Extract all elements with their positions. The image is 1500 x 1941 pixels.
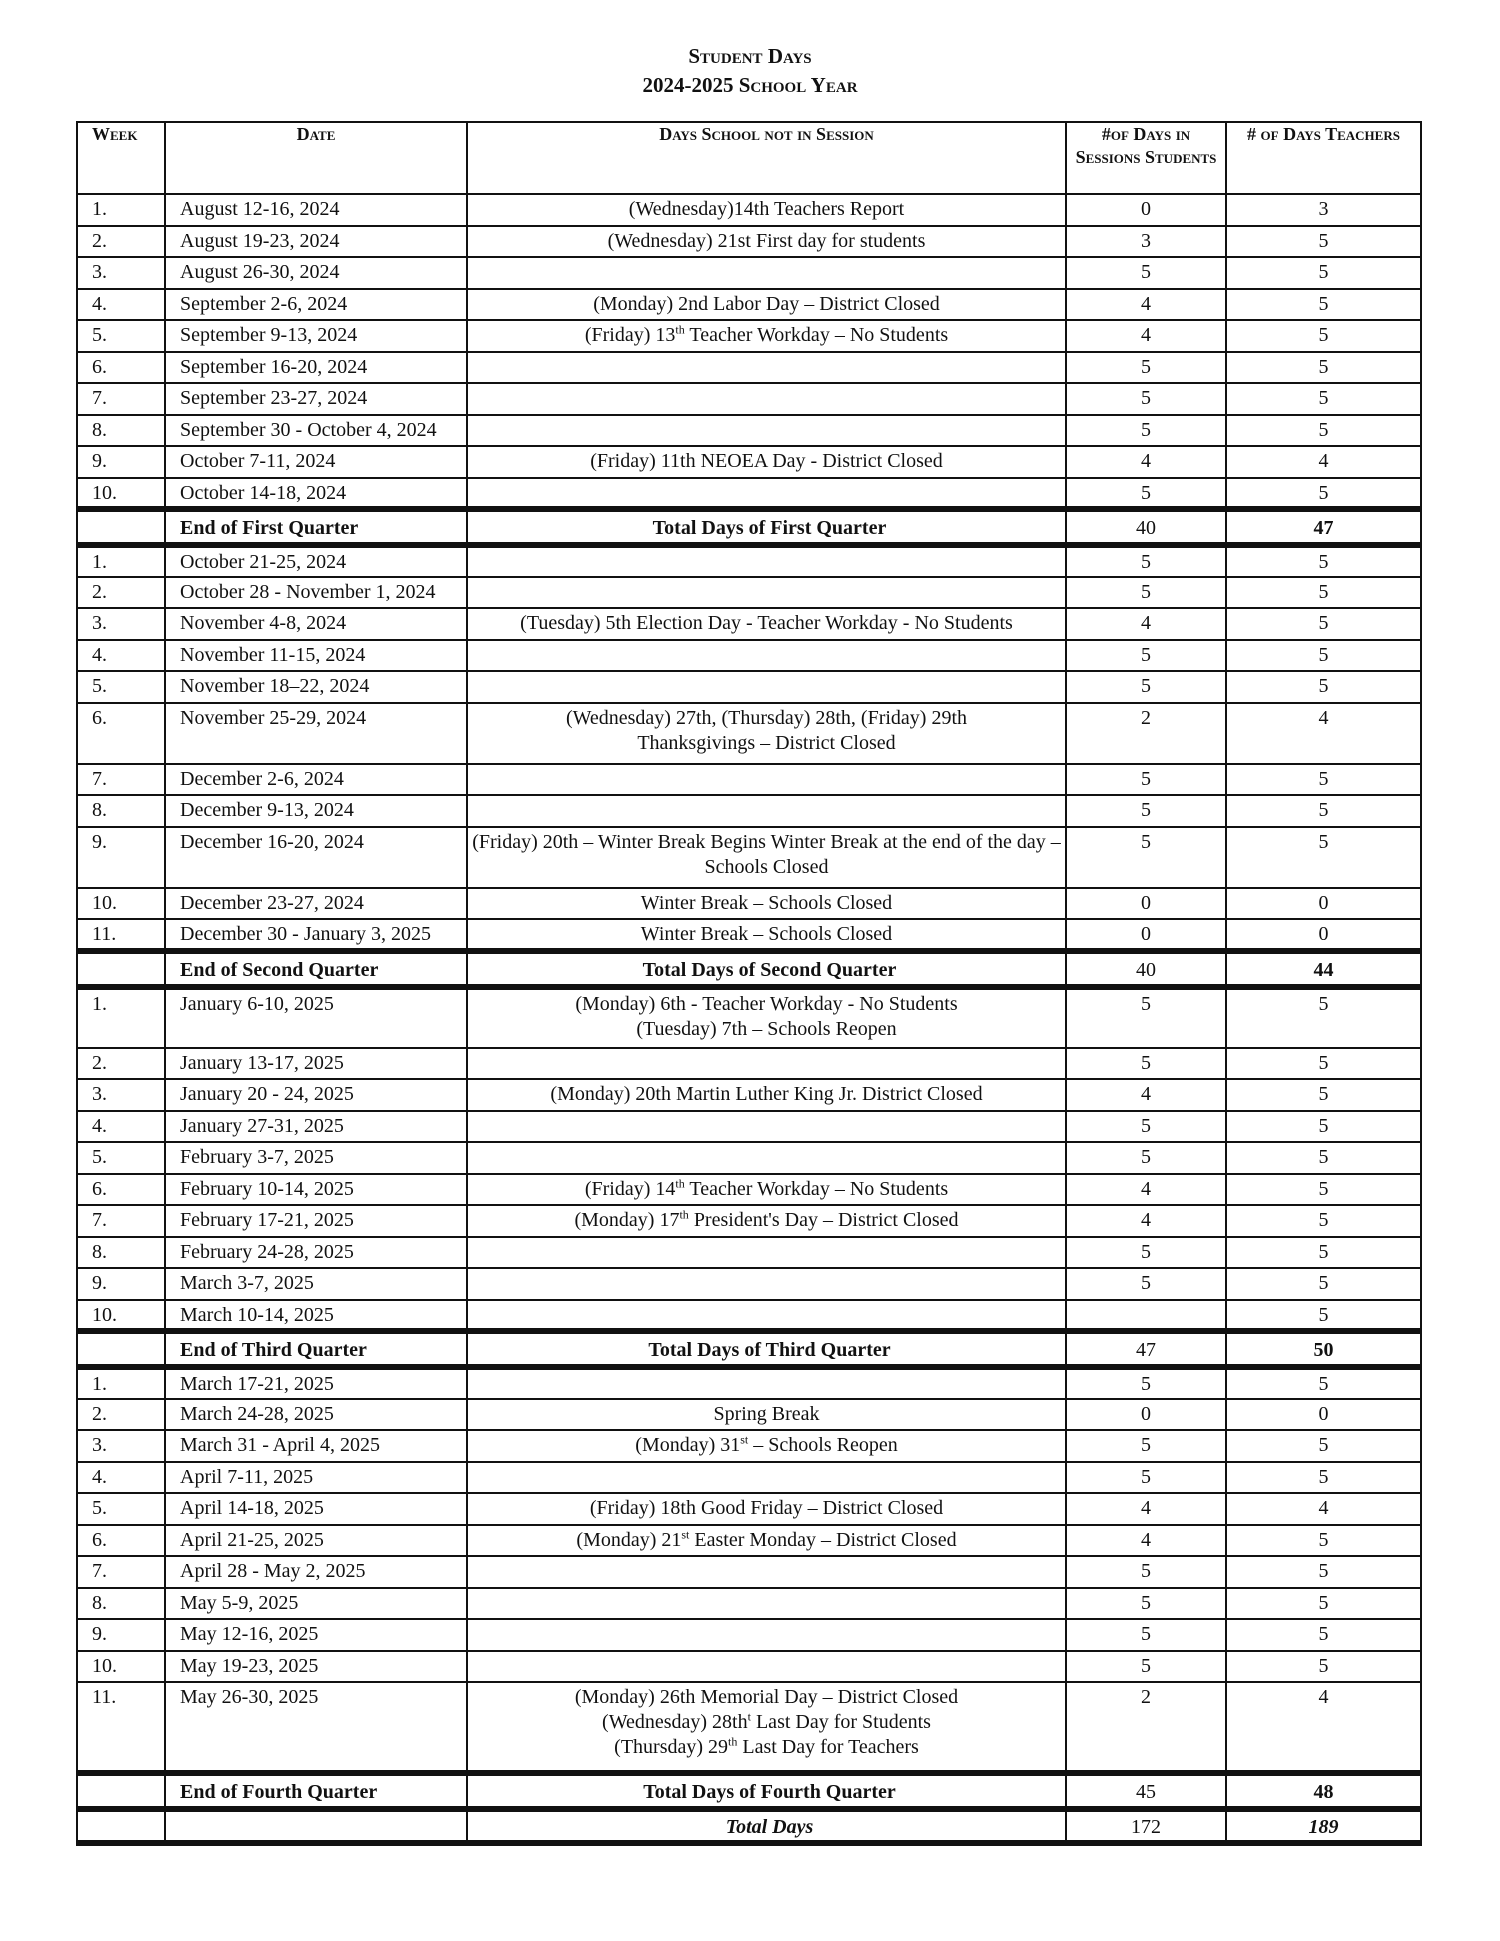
student-days-cell: 5 — [1066, 795, 1226, 827]
table-row — [77, 1174, 1421, 1206]
header-student-days: #of Days in Sessions Students — [1066, 122, 1226, 194]
date-cell: March 24-28, 2025 — [165, 1399, 467, 1431]
student-days-cell: 5 — [1066, 827, 1226, 888]
teacher-days-cell: 5 — [1226, 1462, 1421, 1494]
week-cell: 5. — [77, 1142, 165, 1174]
quarter-total-label: Total Days of Second Quarter — [467, 951, 1066, 987]
quarter-summary-row — [77, 1331, 1421, 1367]
week-cell: 2. — [77, 226, 165, 258]
week-cell: 2. — [77, 1399, 165, 1431]
student-days-cell: 5 — [1066, 1619, 1226, 1651]
date-cell: February 24-28, 2025 — [165, 1237, 467, 1269]
week-cell: 6. — [77, 1174, 165, 1206]
table-row — [77, 226, 1421, 258]
description-cell — [467, 1556, 1066, 1588]
teacher-days-cell: 0 — [1226, 919, 1421, 951]
date-cell: October 28 - November 1, 2024 — [165, 577, 467, 609]
description-cell — [467, 1142, 1066, 1174]
week-cell: 10. — [77, 1300, 165, 1332]
student-days-cell: 5 — [1066, 352, 1226, 384]
date-cell: April 21-25, 2025 — [165, 1525, 467, 1557]
summary-week-cell — [77, 1773, 165, 1809]
date-cell: August 12-16, 2024 — [165, 194, 467, 226]
week-cell: 1. — [77, 1367, 165, 1399]
student-days-cell: 4 — [1066, 1205, 1226, 1237]
week-cell: 9. — [77, 446, 165, 478]
week-cell: 4. — [77, 640, 165, 672]
table-row — [77, 194, 1421, 226]
week-cell: 6. — [77, 703, 165, 764]
week-cell: 5. — [77, 671, 165, 703]
description-cell — [467, 1237, 1066, 1269]
week-cell: 1. — [77, 194, 165, 226]
date-cell: December 9-13, 2024 — [165, 795, 467, 827]
quarter-student-total: 40 — [1066, 509, 1226, 545]
date-cell: May 19-23, 2025 — [165, 1651, 467, 1683]
week-cell: 3. — [77, 608, 165, 640]
student-days-cell: 4 — [1066, 446, 1226, 478]
header-days-not-in-session: Days School not in Session — [467, 122, 1066, 194]
week-cell: 1. — [77, 545, 165, 577]
teacher-days-cell: 5 — [1226, 1619, 1421, 1651]
summary-week-cell — [77, 951, 165, 987]
description-cell: Winter Break – Schools Closed — [467, 919, 1066, 951]
week-cell: 8. — [77, 1588, 165, 1620]
week-cell: 9. — [77, 1619, 165, 1651]
table-row — [77, 795, 1421, 827]
date-cell: November 25-29, 2024 — [165, 703, 467, 764]
table-row — [77, 1237, 1421, 1269]
date-cell: January 6-10, 2025 — [165, 987, 467, 1048]
table-body — [77, 194, 1421, 1843]
student-days-cell: 4 — [1066, 1493, 1226, 1525]
week-cell: 7. — [77, 764, 165, 796]
summary-week-cell — [77, 1331, 165, 1367]
table-row — [77, 1367, 1421, 1399]
table-row — [77, 640, 1421, 672]
header-week: Week — [77, 122, 165, 194]
student-days-cell: 5 — [1066, 764, 1226, 796]
description-cell: (Monday) 21st Easter Monday – District Closed — [467, 1525, 1066, 1557]
teacher-days-cell: 0 — [1226, 1399, 1421, 1431]
date-cell: May 26-30, 2025 — [165, 1682, 467, 1773]
teacher-days-cell: 5 — [1226, 671, 1421, 703]
teacher-days-cell: 5 — [1226, 1300, 1421, 1332]
week-cell: 6. — [77, 352, 165, 384]
teacher-days-cell: 5 — [1226, 1048, 1421, 1080]
description-cell: (Wednesday)14th Teachers Report — [467, 194, 1066, 226]
table-row — [77, 1142, 1421, 1174]
week-cell: 11. — [77, 919, 165, 951]
description-cell — [467, 1048, 1066, 1080]
table-row — [77, 320, 1421, 352]
teacher-days-cell: 5 — [1226, 226, 1421, 258]
header-row — [77, 122, 1421, 194]
table-row — [77, 1205, 1421, 1237]
table-row — [77, 888, 1421, 920]
date-cell: February 3-7, 2025 — [165, 1142, 467, 1174]
table-row — [77, 671, 1421, 703]
description-cell: (Monday) 6th - Teacher Workday - No Students (Tuesday) 7th – Schools Reopen — [467, 987, 1066, 1048]
student-days-cell: 5 — [1066, 1268, 1226, 1300]
date-cell: October 21-25, 2024 — [165, 545, 467, 577]
date-cell: December 30 - January 3, 2025 — [165, 919, 467, 951]
title-line-2: 2024-2025 School Year — [642, 73, 858, 97]
document-title — [0, 42, 1500, 100]
teacher-days-cell: 0 — [1226, 888, 1421, 920]
student-days-cell: 0 — [1066, 888, 1226, 920]
table-row — [77, 1111, 1421, 1143]
description-cell: Winter Break – Schools Closed — [467, 888, 1066, 920]
table-row — [77, 1079, 1421, 1111]
teacher-days-cell: 4 — [1226, 446, 1421, 478]
quarter-teacher-total: 48 — [1226, 1773, 1421, 1809]
quarter-student-total: 40 — [1066, 951, 1226, 987]
week-cell: 1. — [77, 987, 165, 1048]
description-cell — [467, 478, 1066, 510]
description-cell — [467, 352, 1066, 384]
student-days-cell: 4 — [1066, 289, 1226, 321]
date-cell: April 28 - May 2, 2025 — [165, 1556, 467, 1588]
teacher-days-cell: 5 — [1226, 1142, 1421, 1174]
quarter-student-total: 45 — [1066, 1773, 1226, 1809]
table-row — [77, 1048, 1421, 1080]
teacher-days-cell: 5 — [1226, 545, 1421, 577]
week-cell: 3. — [77, 257, 165, 289]
description-cell: (Wednesday) 21st First day for students — [467, 226, 1066, 258]
student-days-cell: 5 — [1066, 1588, 1226, 1620]
description-cell: Spring Break — [467, 1399, 1066, 1431]
teacher-days-cell: 5 — [1226, 352, 1421, 384]
student-days-cell: 5 — [1066, 671, 1226, 703]
student-days-cell: 4 — [1066, 1079, 1226, 1111]
student-days-cell: 0 — [1066, 919, 1226, 951]
teacher-days-cell: 5 — [1226, 608, 1421, 640]
teacher-days-cell: 5 — [1226, 987, 1421, 1048]
student-days-cell: 5 — [1066, 640, 1226, 672]
student-days-cell: 5 — [1066, 383, 1226, 415]
week-cell: 5. — [77, 1493, 165, 1525]
date-cell: August 19-23, 2024 — [165, 226, 467, 258]
quarter-summary-row — [77, 509, 1421, 545]
student-days-cell: 5 — [1066, 1462, 1226, 1494]
week-cell: 4. — [77, 289, 165, 321]
table-row — [77, 703, 1421, 764]
description-cell — [467, 257, 1066, 289]
student-days-cell: 5 — [1066, 1367, 1226, 1399]
date-cell: September 9-13, 2024 — [165, 320, 467, 352]
teacher-days-cell: 5 — [1226, 383, 1421, 415]
description-cell — [467, 1588, 1066, 1620]
student-days-cell: 5 — [1066, 545, 1226, 577]
table-row — [77, 1462, 1421, 1494]
table-row — [77, 1300, 1421, 1332]
week-cell: 11. — [77, 1682, 165, 1773]
student-days-cell: 5 — [1066, 1111, 1226, 1143]
description-cell — [467, 764, 1066, 796]
summary-week-cell — [77, 509, 165, 545]
table-row — [77, 577, 1421, 609]
week-cell: 8. — [77, 1237, 165, 1269]
table-row — [77, 289, 1421, 321]
table-row — [77, 415, 1421, 447]
teacher-days-cell: 5 — [1226, 1588, 1421, 1620]
description-cell: (Friday) 18th Good Friday – District Closed — [467, 1493, 1066, 1525]
table-row — [77, 1588, 1421, 1620]
date-cell: March 17-21, 2025 — [165, 1367, 467, 1399]
grand-total-label: Total Days — [467, 1809, 1066, 1843]
quarter-total-label: Total Days of Third Quarter — [467, 1331, 1066, 1367]
date-cell: January 20 - 24, 2025 — [165, 1079, 467, 1111]
student-days-cell: 5 — [1066, 1237, 1226, 1269]
week-cell: 7. — [77, 1556, 165, 1588]
description-cell: (Monday) 17th President's Day – District Closed — [467, 1205, 1066, 1237]
quarter-end-label: End of First Quarter — [165, 509, 467, 545]
student-days-cell: 5 — [1066, 257, 1226, 289]
week-cell: 3. — [77, 1079, 165, 1111]
description-cell — [467, 1619, 1066, 1651]
description-cell — [467, 1651, 1066, 1683]
student-days-cell: 2 — [1066, 703, 1226, 764]
student-days-cell: 4 — [1066, 1174, 1226, 1206]
table-row — [77, 827, 1421, 888]
table-row — [77, 987, 1421, 1048]
teacher-days-cell: 5 — [1226, 1525, 1421, 1557]
date-cell: August 26-30, 2024 — [165, 257, 467, 289]
date-cell: December 23-27, 2024 — [165, 888, 467, 920]
date-cell: November 4-8, 2024 — [165, 608, 467, 640]
student-days-cell: 5 — [1066, 1651, 1226, 1683]
date-cell: January 13-17, 2025 — [165, 1048, 467, 1080]
header-date: Date — [165, 122, 467, 194]
description-cell — [467, 1111, 1066, 1143]
date-cell: April 7-11, 2025 — [165, 1462, 467, 1494]
description-cell — [467, 1300, 1066, 1332]
teacher-days-cell: 5 — [1226, 478, 1421, 510]
description-cell — [467, 671, 1066, 703]
date-cell: December 16-20, 2024 — [165, 827, 467, 888]
school-days-table — [76, 121, 1422, 1846]
student-days-cell: 5 — [1066, 1142, 1226, 1174]
week-cell: 9. — [77, 1268, 165, 1300]
description-cell: (Friday) 13th Teacher Workday – No Students — [467, 320, 1066, 352]
student-days-cell: 4 — [1066, 1525, 1226, 1557]
teacher-days-cell: 5 — [1226, 320, 1421, 352]
student-days-cell: 5 — [1066, 1048, 1226, 1080]
table-row — [77, 545, 1421, 577]
quarter-total-label: Total Days of First Quarter — [467, 509, 1066, 545]
date-cell: March 3-7, 2025 — [165, 1268, 467, 1300]
grand-date-cell — [165, 1809, 467, 1843]
header-teacher-days: # of Days Teachers — [1226, 122, 1421, 194]
grand-student-total: 172 — [1066, 1809, 1226, 1843]
date-cell: May 12-16, 2025 — [165, 1619, 467, 1651]
student-days-cell — [1066, 1300, 1226, 1332]
week-cell: 4. — [77, 1462, 165, 1494]
description-cell — [467, 545, 1066, 577]
description-cell: (Friday) 20th – Winter Break Begins Winter Break at the end of the day – Schools Closed — [467, 827, 1066, 888]
table-row — [77, 1651, 1421, 1683]
week-cell: 8. — [77, 415, 165, 447]
student-days-cell: 4 — [1066, 320, 1226, 352]
date-cell: September 23-27, 2024 — [165, 383, 467, 415]
week-cell: 10. — [77, 1651, 165, 1683]
description-cell: (Friday) 11th NEOEA Day - District Closed — [467, 446, 1066, 478]
week-cell: 5. — [77, 320, 165, 352]
week-cell: 2. — [77, 577, 165, 609]
teacher-days-cell: 3 — [1226, 194, 1421, 226]
description-cell — [467, 795, 1066, 827]
quarter-end-label: End of Third Quarter — [165, 1331, 467, 1367]
teacher-days-cell: 5 — [1226, 827, 1421, 888]
grand-total-row — [77, 1809, 1421, 1843]
date-cell: April 14-18, 2025 — [165, 1493, 467, 1525]
student-days-cell: 2 — [1066, 1682, 1226, 1773]
table-row — [77, 919, 1421, 951]
title-line-1: Student Days — [688, 44, 812, 68]
teacher-days-cell: 5 — [1226, 795, 1421, 827]
week-cell: 3. — [77, 1430, 165, 1462]
quarter-total-label: Total Days of Fourth Quarter — [467, 1773, 1066, 1809]
table-row — [77, 764, 1421, 796]
date-cell: May 5-9, 2025 — [165, 1588, 467, 1620]
teacher-days-cell: 5 — [1226, 1174, 1421, 1206]
grand-week-cell — [77, 1809, 165, 1843]
date-cell: September 2-6, 2024 — [165, 289, 467, 321]
description-cell — [467, 383, 1066, 415]
table-row — [77, 1525, 1421, 1557]
teacher-days-cell: 5 — [1226, 257, 1421, 289]
week-cell: 9. — [77, 827, 165, 888]
week-cell: 7. — [77, 383, 165, 415]
quarter-end-label: End of Fourth Quarter — [165, 1773, 467, 1809]
table-row — [77, 446, 1421, 478]
date-cell: October 7-11, 2024 — [165, 446, 467, 478]
teacher-days-cell: 4 — [1226, 1682, 1421, 1773]
student-days-cell: 5 — [1066, 415, 1226, 447]
table-row — [77, 1682, 1421, 1773]
student-days-cell: 0 — [1066, 194, 1226, 226]
description-cell: (Tuesday) 5th Election Day - Teacher Workday - No Students — [467, 608, 1066, 640]
student-days-cell: 0 — [1066, 1399, 1226, 1431]
description-cell: (Monday) 2nd Labor Day – District Closed — [467, 289, 1066, 321]
date-cell: February 10-14, 2025 — [165, 1174, 467, 1206]
description-cell: (Monday) 20th Martin Luther King Jr. District Closed — [467, 1079, 1066, 1111]
table-row — [77, 1430, 1421, 1462]
quarter-student-total: 47 — [1066, 1331, 1226, 1367]
quarter-summary-row — [77, 951, 1421, 987]
table-row — [77, 1619, 1421, 1651]
quarter-teacher-total: 47 — [1226, 509, 1421, 545]
student-days-cell: 5 — [1066, 577, 1226, 609]
teacher-days-cell: 5 — [1226, 577, 1421, 609]
date-cell: September 16-20, 2024 — [165, 352, 467, 384]
teacher-days-cell: 5 — [1226, 1268, 1421, 1300]
date-cell: February 17-21, 2025 — [165, 1205, 467, 1237]
table-row — [77, 352, 1421, 384]
date-cell: September 30 - October 4, 2024 — [165, 415, 467, 447]
description-cell: (Monday) 26th Memorial Day – District Closed (Wednesday) $28th^t$ Last Day for Students (Thursday) 29th Last Day for Teachers — [467, 1682, 1066, 1773]
description-cell: (Monday) 31st – Schools Reopen — [467, 1430, 1066, 1462]
teacher-days-cell: 5 — [1226, 415, 1421, 447]
teacher-days-cell: 5 — [1226, 764, 1421, 796]
teacher-days-cell: 5 — [1226, 1237, 1421, 1269]
teacher-days-cell: 4 — [1226, 703, 1421, 764]
quarter-teacher-total: 44 — [1226, 951, 1421, 987]
teacher-days-cell: 5 — [1226, 1430, 1421, 1462]
teacher-days-cell: 5 — [1226, 1367, 1421, 1399]
description-cell — [467, 577, 1066, 609]
week-cell: 6. — [77, 1525, 165, 1557]
table-row — [77, 478, 1421, 510]
student-days-cell: 4 — [1066, 608, 1226, 640]
date-cell: November 11-15, 2024 — [165, 640, 467, 672]
student-days-cell: 5 — [1066, 1430, 1226, 1462]
week-cell: 2. — [77, 1048, 165, 1080]
quarter-teacher-total: 50 — [1226, 1331, 1421, 1367]
student-days-cell: 5 — [1066, 1556, 1226, 1588]
date-cell: March 10-14, 2025 — [165, 1300, 467, 1332]
quarter-end-label: End of Second Quarter — [165, 951, 467, 987]
teacher-days-cell: 5 — [1226, 1079, 1421, 1111]
table-row — [77, 1493, 1421, 1525]
table-row — [77, 1399, 1421, 1431]
table-row — [77, 1556, 1421, 1588]
student-days-cell: 5 — [1066, 478, 1226, 510]
table-row — [77, 1268, 1421, 1300]
description-cell — [467, 1268, 1066, 1300]
teacher-days-cell: 5 — [1226, 289, 1421, 321]
teacher-days-cell: 4 — [1226, 1493, 1421, 1525]
table-row — [77, 257, 1421, 289]
description-cell — [467, 640, 1066, 672]
table-row — [77, 383, 1421, 415]
date-cell: March 31 - April 4, 2025 — [165, 1430, 467, 1462]
teacher-days-cell: 5 — [1226, 1205, 1421, 1237]
week-cell: 8. — [77, 795, 165, 827]
description-cell — [467, 1462, 1066, 1494]
table-row — [77, 608, 1421, 640]
week-cell: 7. — [77, 1205, 165, 1237]
week-cell: 10. — [77, 478, 165, 510]
week-cell: 10. — [77, 888, 165, 920]
date-cell: December 2-6, 2024 — [165, 764, 467, 796]
week-cell: 4. — [77, 1111, 165, 1143]
date-cell: October 14-18, 2024 — [165, 478, 467, 510]
description-cell: (Friday) 14th Teacher Workday – No Students — [467, 1174, 1066, 1206]
date-cell: January 27-31, 2025 — [165, 1111, 467, 1143]
quarter-summary-row — [77, 1773, 1421, 1809]
teacher-days-cell: 5 — [1226, 1111, 1421, 1143]
student-days-cell: 3 — [1066, 226, 1226, 258]
date-cell: November 18–22, 2024 — [165, 671, 467, 703]
description-cell: (Wednesday) 27th, (Thursday) 28th, (Friday) 29th Thanksgivings – District Closed — [467, 703, 1066, 764]
description-cell — [467, 1367, 1066, 1399]
teacher-days-cell: 5 — [1226, 1651, 1421, 1683]
description-cell — [467, 415, 1066, 447]
student-days-cell: 5 — [1066, 987, 1226, 1048]
teacher-days-cell: 5 — [1226, 1556, 1421, 1588]
grand-teacher-total: 189 — [1226, 1809, 1421, 1843]
teacher-days-cell: 5 — [1226, 640, 1421, 672]
